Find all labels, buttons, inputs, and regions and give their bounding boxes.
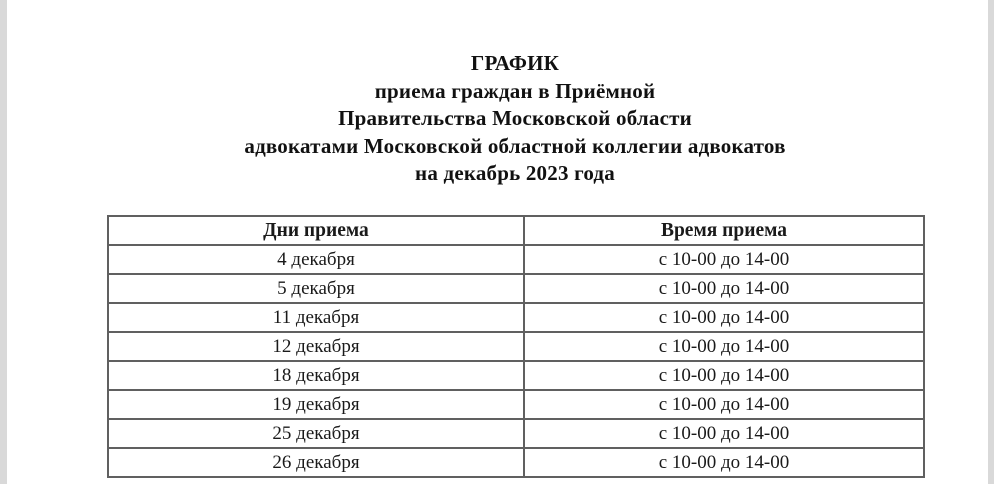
table-header-row <box>108 216 924 245</box>
page-edge-right <box>988 0 994 484</box>
time-cell: с 10-00 до 14-00 <box>524 332 924 361</box>
time-cell: с 10-00 до 14-00 <box>524 361 924 390</box>
title-line-month: на декабрь 2023 года <box>415 161 615 185</box>
title-line-lawyers: адвокатами Московской областной коллегии адвокатов <box>244 133 786 158</box>
table-row <box>108 245 924 274</box>
day-cell: 26 декабря <box>108 448 524 477</box>
time-cell: с 10-00 до 14-00 <box>524 419 924 448</box>
title-line-government: Правительства Московской области <box>338 106 692 130</box>
table-row <box>108 390 924 419</box>
table-row <box>108 303 924 332</box>
time-cell: с 10-00 до 14-00 <box>524 390 924 419</box>
day-cell: 5 декабря <box>108 274 524 303</box>
page-edge-left <box>0 0 7 484</box>
document-title <box>107 50 923 188</box>
title-line-reception: приема граждан в Приёмной <box>374 78 656 103</box>
column-header-days: Дни приема <box>108 216 524 245</box>
day-cell: 11 декабря <box>108 303 524 332</box>
time-cell: с 10-00 до 14-00 <box>524 448 924 477</box>
day-cell: 12 декабря <box>108 332 524 361</box>
title-line-main: ГРАФИК <box>470 51 560 75</box>
day-cell: 18 декабря <box>108 361 524 390</box>
day-cell: 19 декабря <box>108 390 524 419</box>
time-cell: с 10-00 до 14-00 <box>524 245 924 274</box>
day-cell: 4 декабря <box>108 245 524 274</box>
schedule-table <box>107 215 925 478</box>
day-cell: 25 декабря <box>108 419 524 448</box>
table-row <box>108 274 924 303</box>
time-cell: с 10-00 до 14-00 <box>524 274 924 303</box>
column-header-time: Время приема <box>524 216 924 245</box>
table-row <box>108 448 924 477</box>
table-row <box>108 361 924 390</box>
table-row <box>108 332 924 361</box>
time-cell: с 10-00 до 14-00 <box>524 303 924 332</box>
table-row <box>108 419 924 448</box>
